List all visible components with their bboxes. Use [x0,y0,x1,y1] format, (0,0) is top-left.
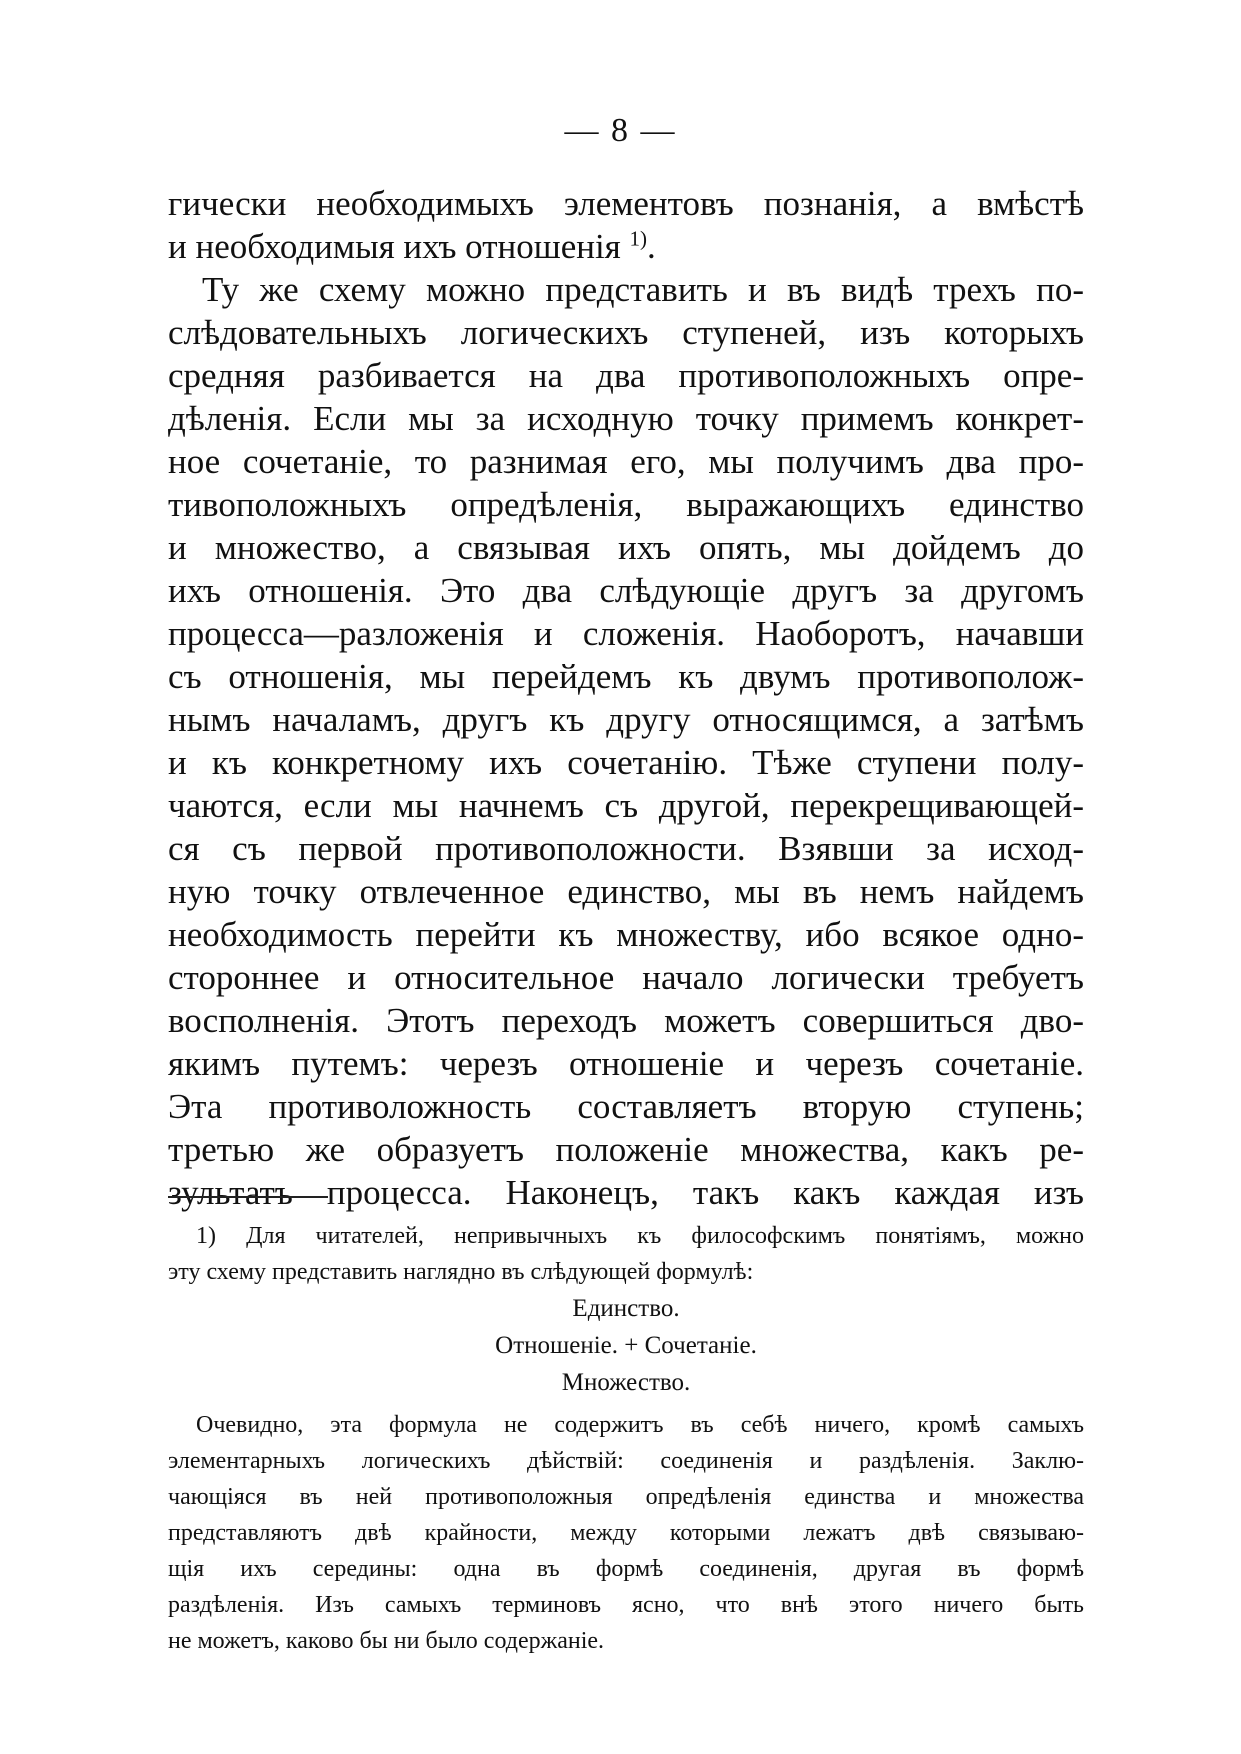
footnote-block [168,1218,1084,1659]
footnote-line: представляютъ двѣ крайности, между которыми лежатъ двѣ связываю- [168,1520,1084,1546]
text-line: Эта противоложность составляетъ вторую ступень; [168,1087,1084,1126]
text-line: третью же образуетъ положеніе множества, какъ ре- [168,1130,1084,1169]
footnote-reference: 1) [629,226,648,251]
footnote-line: эту схему представить наглядно въ слѣдующей формулѣ: [168,1259,754,1285]
text-line: нымъ началамъ, другъ къ другу относящимся, а затѣмъ [168,700,1084,739]
text-line: съ отношенія, мы перейдемъ къ двумъ противополож- [168,657,1084,696]
text-line: якимъ путемъ: черезъ отношеніе и черезъ сочетаніе. [168,1044,1084,1083]
footnote-explanation [168,1407,1084,1659]
text-line: слѣдовательныхъ логическихъ ступеней, изъ которыхъ [168,313,1084,352]
text-line: чаются, если мы начнемъ съ другой, перекрещивающей- [168,786,1084,825]
footnote-line: Очевидно, эта формула не содержитъ въ себѣ ничего, кромѣ самыхъ [196,1412,1084,1438]
formula-middle: Отношеніе. + Сочетаніе. [495,1332,757,1359]
text-line: ся съ первой противоположности. Взявши за исход- [168,829,1084,868]
footnote-line: чающіяся въ ней противоположныя опредѣленія единства и множества [168,1484,1084,1510]
text-line-content: и необходимыя ихъ отношенія [168,227,621,266]
text-line: процесса—разложенія и сложенія. Наоборотъ, начавши [168,614,1084,653]
main-text-block [168,182,1084,1214]
text-line: ихъ отношенія. Это два слѣдующіе другъ за другомъ [168,571,1084,610]
formula-top: Единство. [572,1295,680,1322]
footnote-line [168,1218,1084,1254]
text-line: дѣленія. Если мы за исходную точку примемъ конкрет- [168,399,1084,438]
text-line: тивоположныхъ опредѣленія, выражающихъ единство [168,485,1084,524]
text-line: ное сочетаніе, то разнимая его, мы получимъ два про- [168,442,1084,481]
text-line: и множество, а связывая ихъ опять, мы дойдемъ до [168,528,1084,567]
text-line: Ту же схему можно представить и въ видѣ трехъ по- [202,270,1084,309]
text-line: зультатъ процесса. Наконецъ, такъ какъ каждая изъ [168,1173,1084,1212]
formula-bottom: Множество. [561,1369,691,1396]
footnote-line: щія ихъ середины: одна въ формѣ соединенія, другая въ формѣ [168,1556,1084,1582]
text-line: и необходимыя ихъ отношенія $^{1)}$. [168,226,656,266]
text-line: средняя разбивается на два противоположныхъ опре- [168,356,1084,395]
page-number: — 8 — [564,112,677,149]
footnote-marker: 1) [196,1223,216,1249]
text-line: стороннее и относительное начало логически требуетъ [168,958,1084,997]
text-line: восполненія. Этотъ переходъ можетъ совершиться дво- [168,1001,1084,1040]
footnote-line: раздѣленія. Изъ самыхъ терминовъ ясно, что внѣ этого ничего быть [168,1592,1084,1618]
footnote-line: не можетъ, каково бы ни было содержаніе. [168,1628,605,1654]
text-line: ную точку отвлеченное единство, мы въ немъ найдемъ [168,872,1084,911]
footnote-line: элементарныхъ логическихъ дѣйствій: соединенія и раздѣленія. Заклю- [168,1448,1084,1474]
text-line: необходимость перейти къ множеству, ибо всякое одно- [168,915,1084,954]
footnote-line-content: Для читателей, непривычныхъ къ философскимъ понятіямъ, можно [246,1223,1085,1249]
text-line: гически необходимыхъ элементовъ познанія, а вмѣстѣ [168,184,1084,223]
footnote-divider [168,1196,328,1198]
text-line: и къ конкретному ихъ сочетанію. Тѣже ступени полу- [168,743,1084,782]
